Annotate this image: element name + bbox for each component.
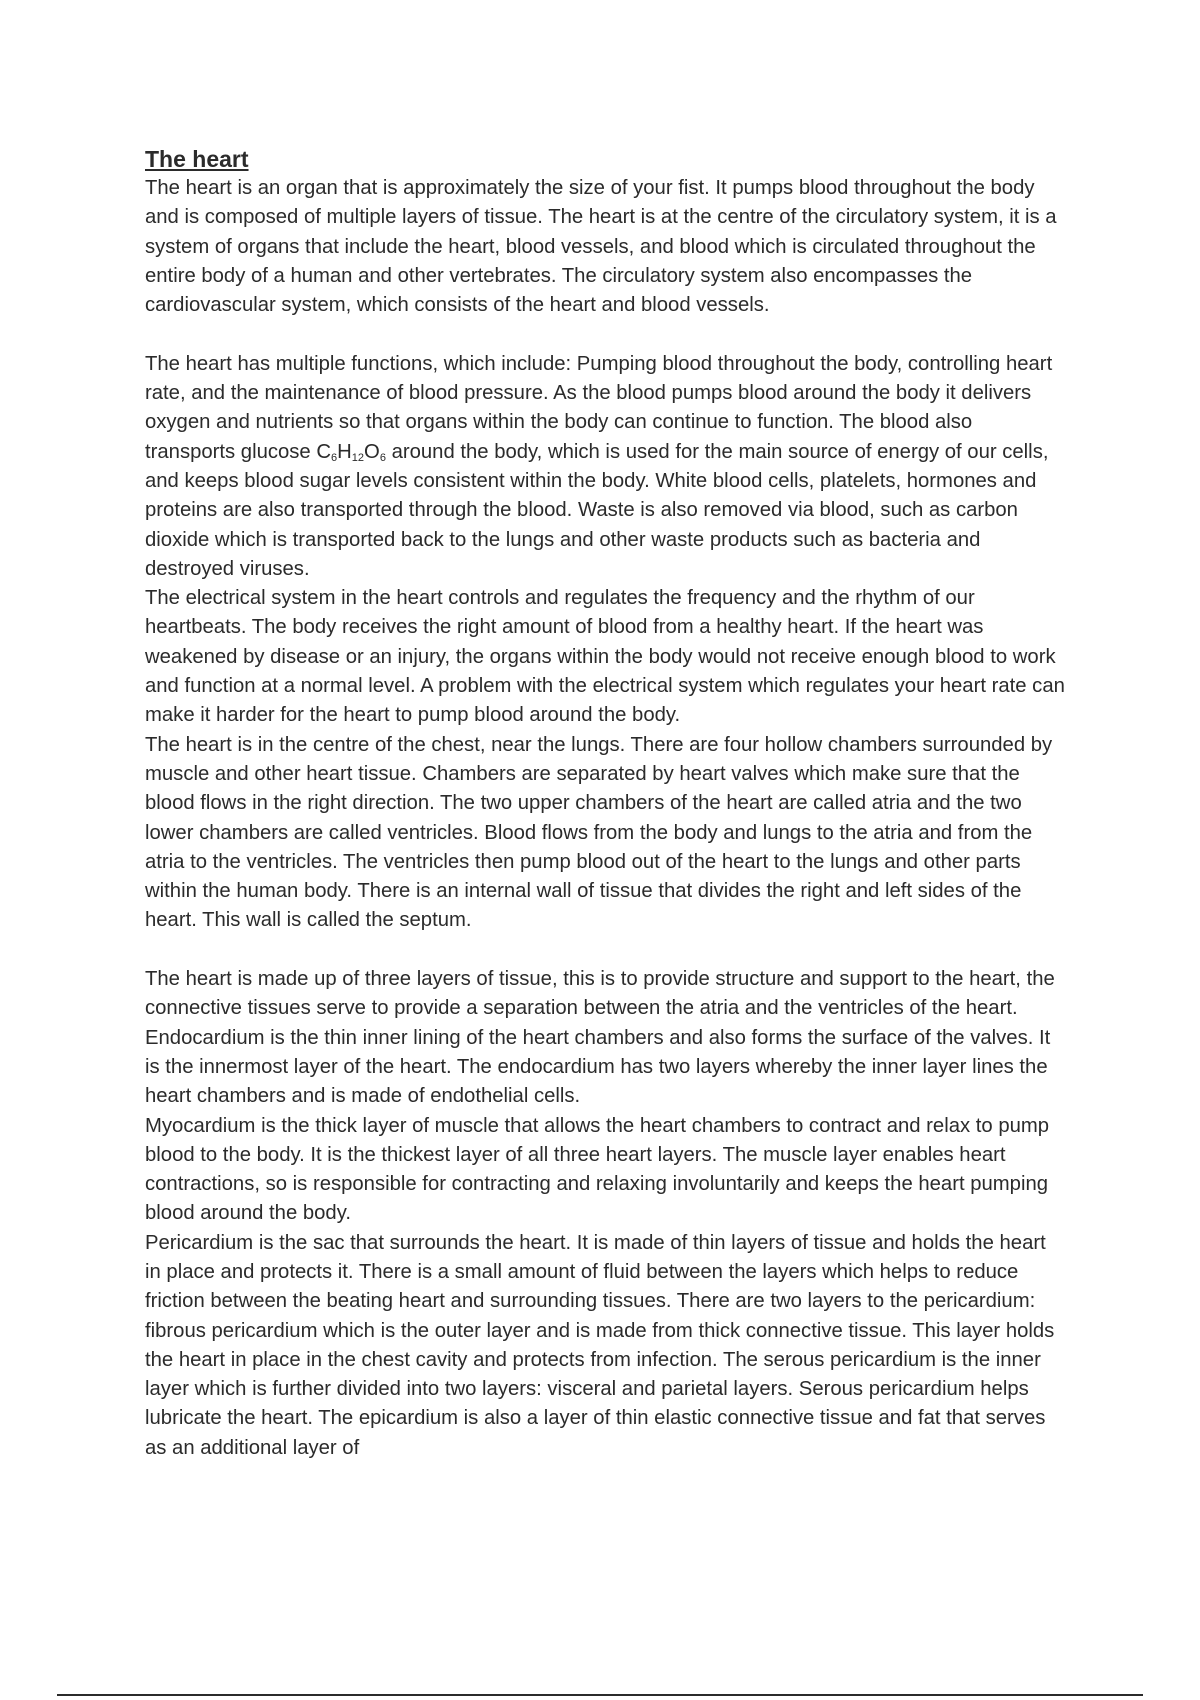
paragraph-layers: The heart is made up of three layers of tissue, this is to provide structure and support to the heart, the connective tissues serve to provide a separation between the atria and the ventricles of the heart.	[145, 968, 1055, 1020]
paragraph-myocardium: Myocardium is the thick layer of muscle that allows the heart chambers to contract and relax to pump blood to the body. It is the thickest layer of all three heart layers. The muscle layer enables heart contractions, so is responsible for contracting and relaxing involuntarily and keeps the heart pumping blood around the body.	[145, 1114, 1050, 1225]
paragraph-endocardium: Endocardium is the thin inner lining of the heart chambers and also forms the surface of the valves. It is the innermost layer of the heart. The endocardium has two layers whereby the inner layer lines the heart chambers and is made of endothelial cells.	[145, 1026, 1051, 1108]
paragraph-pericardium: Pericardium is the sac that surrounds the heart. It is made of thin layers of tissue and holds the heart in place and protects it. There is a small amount of fluid between the layers which helps to reduce friction between the beating heart and surrounding tissues. There are two layers to the pericardium: fibrous pericardium which is the outer layer and is made from thick connective tissue. This layer holds the heart in place in the chest cavity and protects from infection. The serous pericardium is the inner layer which is further divided into two layers: visceral and parietal layers. Serous pericardium helps lubricate the heart. The epicardium is also a layer of thin elastic connective tissue and fat that serves as an additional layer of	[145, 1231, 1055, 1459]
footer-divider	[57, 1694, 1143, 1696]
paragraph-intro: The heart is an organ that is approximately the size of your fist. It pumps blood throughout the body and is composed of multiple layers of tissue. The heart is at the centre of the circulatory system, it is a system of organs that include the heart, blood vessels, and blood which is circulated throughout the entire body of a human and other vertebrates. The circulatory system also encompasses the cardiovascular system, which consists of the heart and blood vessels.	[145, 177, 1057, 317]
paragraph-chambers: The heart is in the centre of the chest, near the lungs. There are four hollow chambers surrounded by muscle and other heart tissue. Chambers are separated by heart valves which make sure that the blood flows in the right direction. The two upper chambers of the heart are called atria and the two lower chambers are called ventricles. Blood flows from the body and lungs to the atria and from the atria to the ventricles. The ventricles then pump blood out of the heart to the lungs and other parts within the human body. There is an internal wall of tissue that divides the right and left sides of the heart. This wall is called the septum.	[145, 733, 1053, 932]
functions-text-start: The heart has multiple functions, which include: Pumping blood throughout the body, controlling heart rate, and the maintenance of blood pressure. As the blood pumps blood around the body it delivers oxygen and nutrients so that organs within the body can continue to function. The blood also transports glucose	[145, 352, 1053, 463]
paragraph-gap	[145, 320, 1065, 349]
glucose-formula: $C_6H_{12}O_6$	[316, 440, 386, 464]
paragraph-electrical-system: The electrical system in the heart controls and regulates the frequency and the rhythm of our heartbeats. The body receives the right amount of blood from a healthy heart. If the heart was weakened by disease or an injury, the organs within the body would not receive enough blood to work and function at a normal level. A problem with the electrical system which regulates your heart rate can make it harder for the heart to pump blood around the body.	[145, 587, 1065, 727]
paragraph-gap	[145, 936, 1065, 965]
paragraph-functions	[145, 350, 1065, 584]
document-title: The heart	[145, 146, 249, 172]
functions-text-end: around the body, which is used for the main source of energy of our cells, and keeps blood sugar levels consistent within the body. White blood cells, platelets, hormones and proteins are also transported through the blood. Waste is also removed via blood, such as carbon dioxide which is transported back to the lungs and other waste products such as bacteria and destroyed viruses.	[145, 440, 1049, 580]
document-page	[145, 144, 1065, 1463]
